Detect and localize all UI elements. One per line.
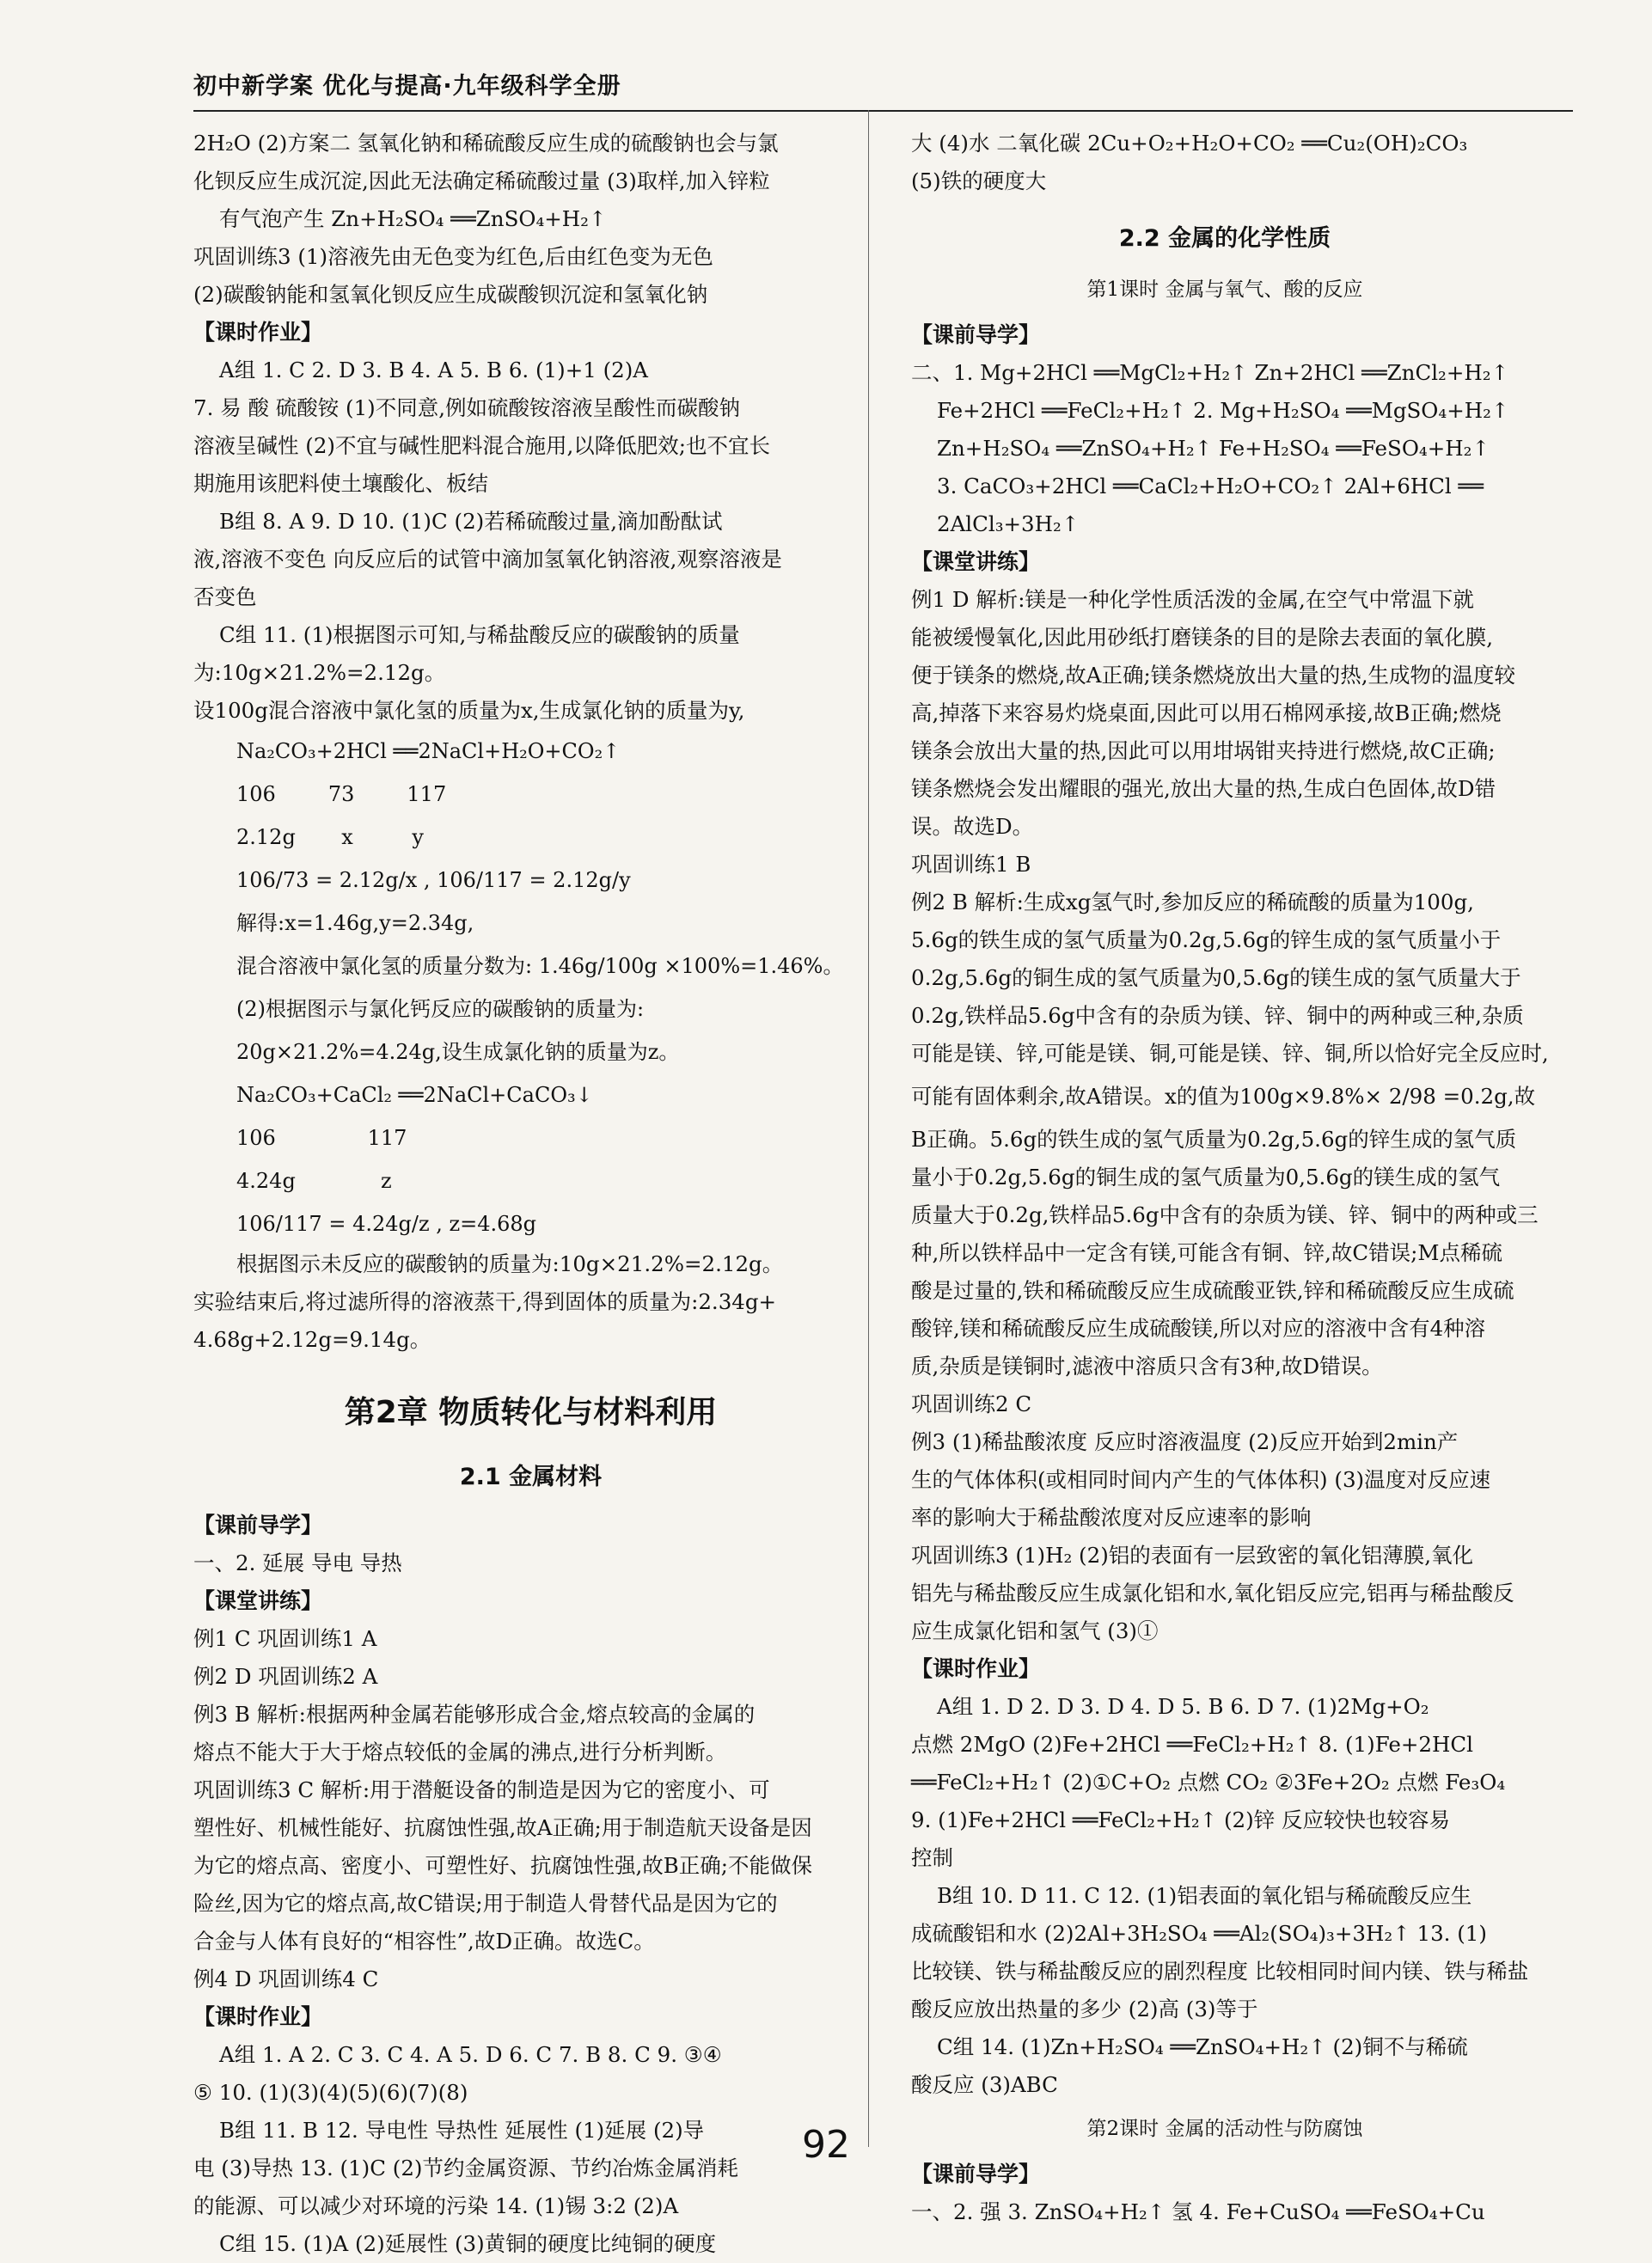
text-line: 险丝,因为它的熔点高,故C错误;用于制造人骨替代品是因为它的: [193, 1891, 778, 1916]
text-line: 二、1. Mg+2HCl ══MgCl₂+H₂↑ Zn+2HCl ══ZnCl₂+H₂↑: [911, 360, 1509, 385]
text-line: C组 14. (1)Zn+H₂SO₄ ══ZnSO₄+H₂↑ (2)铜不与稀硫: [937, 2034, 1468, 2059]
text-line: A组 1. A 2. C 3. C 4. A 5. D 6. C 7. B 8. C 9. ③④: [219, 2042, 722, 2067]
text-line: 成硫酸铝和水 (2)2Al+3H₂SO₄ ══Al₂(SO₄)₃+3H₂↑ 13. (1): [911, 1921, 1487, 1946]
left-column: [193, 125, 868, 2263]
text-line: 设100g混合溶液中氯化氢的质量为x,生成氯化钠的质量为y,: [193, 698, 745, 723]
text-line: 5.6g的铁生成的氢气质量为0.2g,5.6g的锌生成的氢气质量小于: [911, 927, 1502, 952]
text-line: B正确。5.6g的铁生成的氢气质量为0.2g,5.6g的锌生成的氢气质: [911, 1127, 1517, 1152]
text-line: 误。故选D。: [911, 814, 1034, 839]
text-line: 酸反应 (3)ABC: [911, 2072, 1058, 2097]
text-line: (5)铁的硬度大: [911, 168, 1047, 193]
text-line: 2AlCl₃+3H₂↑: [937, 511, 1080, 536]
lesson-title: 第2课时 金属的活动性与防腐蚀: [1086, 2118, 1363, 2140]
text-line: 镁条会放出大量的热,因此可以用坩埚钳夹持进行燃烧,故C正确;: [911, 738, 1496, 763]
text-line: 铝先与稀盐酸反应生成氯化铝和水,氧化铝反应完,铝再与稀盐酸反: [911, 1581, 1514, 1606]
text-line: 例4 D 巩固训练4 C: [193, 1966, 379, 1991]
text-line: 便于镁条的燃烧,故A正确;镁条燃烧放出大量的热,生成物的温度较: [911, 663, 1516, 688]
text-line: 比较镁、铁与稀盐酸反应的剧烈程度 比较相同时间内镁、铁与稀盐: [911, 1959, 1529, 1984]
text-line: 一、2. 延展 导电 导热: [193, 1550, 402, 1575]
text-line: 否变色: [193, 584, 257, 609]
text-line: 期施用该肥料使土壤酸化、板结: [193, 471, 488, 496]
text-line: 点燃 2MgO (2)Fe+2HCl ══FeCl₂+H₂↑ 8. (1)Fe+2HCl: [911, 1732, 1473, 1757]
text-line: 酸是过量的,铁和稀硫酸反应生成硫酸亚铁,锌和稀硫酸反应生成硫: [911, 1278, 1514, 1303]
text-line: 3. CaCO₃+2HCl ══CaCl₂+H₂O+CO₂↑ 2Al+6HCl ══: [937, 474, 1484, 498]
text-line: (2)根据图示与氯化钙反应的碳酸钠的质量为:: [236, 997, 645, 1021]
text-line: 一、2. 强 3. ZnSO₄+H₂↑ 氢 4. Fe+CuSO₄ ══FeSO₄+Cu: [911, 2199, 1485, 2224]
ratio: 106/117 = 4.24g/z , z=4.68g: [236, 1212, 537, 1236]
text-line: Fe+2HCl ══FeCl₂+H₂↑ 2. Mg+H₂SO₄ ══MgSO₄+H₂↑: [937, 398, 1509, 423]
text-line: 有气泡产生 Zn+H₂SO₄ ══ZnSO₄+H₂↑: [219, 206, 607, 231]
solution: 解得:x=1.46g,y=2.34g,: [236, 911, 474, 935]
equation: Na₂CO₃+2HCl ══2NaCl+H₂O+CO₂↑: [236, 739, 621, 763]
text-line: 9. (1)Fe+2HCl ══FeCl₂+H₂↑ (2)锌 反应较快也较容易: [911, 1807, 1450, 1832]
text-line: 量小于0.2g,5.6g的铜生成的氢气质量为0,5.6g的镁生成的氢气: [911, 1165, 1501, 1190]
text-line: 酸反应放出热量的多少 (2)高 (3)等于: [911, 1997, 1258, 2021]
text-line: 为:10g×21.2%=2.12g。: [193, 660, 446, 685]
text-line: C组 11. (1)根据图示可知,与稀盐酸反应的碳酸钠的质量: [219, 622, 740, 647]
text-line: 熔点不能大于大于熔点较低的金属的沸点,进行分析判断。: [193, 1740, 727, 1765]
text-line: 0.2g,5.6g的铜生成的氢气质量为0,5.6g的镁生成的氢气质量大于: [911, 965, 1521, 990]
section-label: 【课前导学】: [193, 1513, 323, 1538]
section-label: 【课前导学】: [911, 2162, 1041, 2187]
text-line: 巩固训练3 C 解析:用于潜艇设备的制造是因为它的密度小、可: [193, 1777, 770, 1802]
text-line: 酸锌,镁和稀硫酸反应生成硫酸镁,所以对应的溶液中含有4种溶: [911, 1316, 1486, 1341]
text-line: 根据图示未反应的碳酸钠的质量为:10g×21.2%=2.12g。: [236, 1251, 784, 1276]
running-header: 初中新学案 优化与提高·九年级科学全册: [193, 73, 621, 100]
equation-masses: 106 117: [236, 1126, 407, 1150]
text-line: 质量大于0.2g,铁样品5.6g中含有的杂质为镁、锌、铜中的两种或三: [911, 1202, 1539, 1227]
text-line: 质,杂质是镁铜时,滤液中溶质只含有3种,故D错误。: [911, 1354, 1383, 1379]
text-line: 的能源、可以减少对环境的污染 14. (1)锡 3:2 (2)A: [193, 2193, 679, 2218]
text-line: 率的影响大于稀盐酸浓度对反应速率的影响: [911, 1505, 1312, 1530]
text-line: 为它的熔点高、密度小、可塑性好、抗腐蚀性强,故B正确;不能做保: [193, 1853, 813, 1878]
text-line: 例3 B 解析:根据两种金属若能够形成合金,熔点较高的金属的: [193, 1702, 756, 1727]
page-number: 92: [802, 2123, 850, 2167]
text-line: 生的气体体积(或相同时间内产生的气体体积) (3)温度对反应速: [911, 1467, 1491, 1492]
text-line: B组 10. D 11. C 12. (1)铝表面的氧化铝与稀硫酸反应生: [937, 1883, 1472, 1908]
text-line: 镁条燃烧会发出耀眼的强光,放出大量的热,生成白色固体,故D错: [911, 776, 1496, 801]
text-line: (2)碳酸钠能和氢氧化钡反应生成碳酸钡沉淀和氢氧化钠: [193, 282, 708, 307]
section-label: 【课堂讲练】: [193, 1588, 323, 1613]
equation: Na₂CO₃+CaCl₂ ══2NaCl+CaCO₃↓: [236, 1083, 593, 1107]
section-title: 2.2 金属的化学性质: [1118, 225, 1331, 252]
text-line: 例2 B 解析:生成xg氢气时,参加反应的稀硫酸的质量为100g,: [911, 890, 1474, 914]
text-line: 应生成氯化铝和氢气 (3)①: [911, 1618, 1159, 1643]
columns: [193, 125, 1573, 2263]
text-line: Zn+H₂SO₄ ══ZnSO₄+H₂↑ Fe+H₂SO₄ ══FeSO₄+H₂↑: [937, 436, 1490, 461]
section-label: 【课时作业】: [911, 1656, 1041, 1681]
text-line: 控制: [911, 1845, 953, 1870]
equation-unknowns: 2.12g x y: [236, 825, 424, 849]
text-line: 高,掉落下来容易灼烧桌面,因此可以用石棉网承接,故B正确;燃烧: [911, 700, 1502, 725]
section-label: 【课时作业】: [193, 320, 323, 345]
result: 混合溶液中氯化氢的质量分数为: 1.46g/100g ×100%=1.46%。: [236, 954, 844, 978]
right-column: [902, 125, 1549, 2263]
chapter-title: 第2章 物质转化与材料利用: [344, 1395, 718, 1430]
text-line: 种,所以铁样品中一定含有镁,可能含有铜、锌,故C错误;M点稀硫: [911, 1240, 1502, 1265]
text-line: 塑性好、机械性能好、抗腐蚀性强,故A正确;用于制造航天设备是因: [193, 1815, 812, 1840]
text-line: 巩固训练3 (1)H₂ (2)铝的表面有一层致密的氧化铝薄膜,氧化: [911, 1543, 1474, 1568]
lesson-title: 第1课时 金属与氧气、酸的反应: [1086, 278, 1363, 301]
ratio: 106/73 = 2.12g/x , 106/117 = 2.12g/y: [236, 868, 631, 892]
text-line: ⑤ 10. (1)(3)(4)(5)(6)(7)(8): [193, 2080, 468, 2105]
text-line: 可能是镁、锌,可能是镁、铜,可能是镁、锌、铜,所以恰好完全反应时,: [911, 1041, 1549, 1066]
text-line: 液,溶液不变色 向反应后的试管中滴加氢氧化钠溶液,观察溶液是: [193, 547, 782, 572]
text-line: C组 15. (1)A (2)延展性 (3)黄铜的硬度比纯铜的硬度: [219, 2231, 717, 2256]
text-line: 0.2g,铁样品5.6g中含有的杂质为镁、锌、铜中的两种或三种,杂质: [911, 1003, 1524, 1028]
text-line: 4.68g+2.12g=9.14g。: [193, 1327, 431, 1352]
text-line: 电 (3)导热 13. (1)C (2)节约金属资源、节约冶炼金属消耗: [193, 2156, 738, 2180]
text-line: 大 (4)水 二氧化碳 2Cu+O₂+H₂O+CO₂ ══Cu₂(OH)₂CO₃: [911, 131, 1468, 156]
text-line: 例1 D 解析:镁是一种化学性质活泼的金属,在空气中常温下就: [911, 587, 1474, 612]
text-line: 巩固训练3 (1)溶液先由无色变为红色,后由红色变为无色: [193, 244, 713, 269]
text-line: A组 1. D 2. D 3. D 4. D 5. B 6. D 7. (1)2Mg+O₂: [937, 1694, 1429, 1719]
text-line: 溶液呈碱性 (2)不宜与碱性肥料混合施用,以降低肥效;也不宜长: [193, 433, 771, 458]
equation-masses: 106 73 117: [236, 782, 447, 806]
equation-unknowns: 4.24g z: [236, 1169, 392, 1193]
text-line: A组 1. C 2. D 3. B 4. A 5. B 6. (1)+1 (2)A: [219, 358, 648, 382]
text-line: B组 8. A 9. D 10. (1)C (2)若稀硫酸过量,滴加酚酞试: [219, 509, 723, 534]
text-line: 巩固训练1 B: [911, 852, 1031, 877]
section-label: 【课堂讲练】: [911, 549, 1041, 574]
text-line: 实验结束后,将过滤所得的溶液蒸干,得到固体的质量为:2.34g+: [193, 1289, 777, 1314]
section-label: 【课前导学】: [911, 322, 1041, 347]
text-line: 巩固训练2 C: [911, 1391, 1032, 1416]
section-label: 【课时作业】: [193, 2004, 323, 2029]
text-line: B组 11. B 12. 导电性 导热性 延展性 (1)延展 (2)导: [219, 2118, 705, 2143]
text-line: 例2 D 巩固训练2 A: [193, 1664, 378, 1689]
header-rule: [193, 110, 1573, 112]
text-line: 例3 (1)稀盐酸浓度 反应时溶液温度 (2)反应开始到2min产: [911, 1429, 1459, 1454]
text-line: 能被缓慢氧化,因此用砂纸打磨镁条的目的是除去表面的氧化膜,: [911, 625, 1494, 650]
text-line: 化钡反应生成沉淀,因此无法确定稀硫酸过量 (3)取样,加入锌粒: [193, 168, 770, 193]
section-title: 2.1 金属材料: [459, 1464, 603, 1490]
text-line: 20g×21.2%=4.24g,设生成氯化钠的质量为z。: [236, 1040, 680, 1064]
text-line: 7. 易 酸 硫酸铵 (1)不同意,例如硫酸铵溶液呈酸性而碳酸钠: [193, 395, 741, 420]
text-line: 可能有固体剩余,故A错误。x的值为100g×9.8%× 2/98 =0.2g,故: [911, 1084, 1536, 1109]
text-line: ══FeCl₂+H₂↑ (2)①C+O₂ 点燃 CO₂ ②3Fe+2O₂ 点燃 Fe₃O₄: [911, 1770, 1506, 1795]
text-line: 合金与人体有良好的“相容性”,故D正确。故选C。: [193, 1929, 655, 1954]
text-line: 2H₂O (2)方案二 氢氧化钠和稀硫酸反应生成的硫酸钠也会与氯: [193, 131, 779, 156]
text-line: 例1 C 巩固训练1 A: [193, 1626, 377, 1651]
